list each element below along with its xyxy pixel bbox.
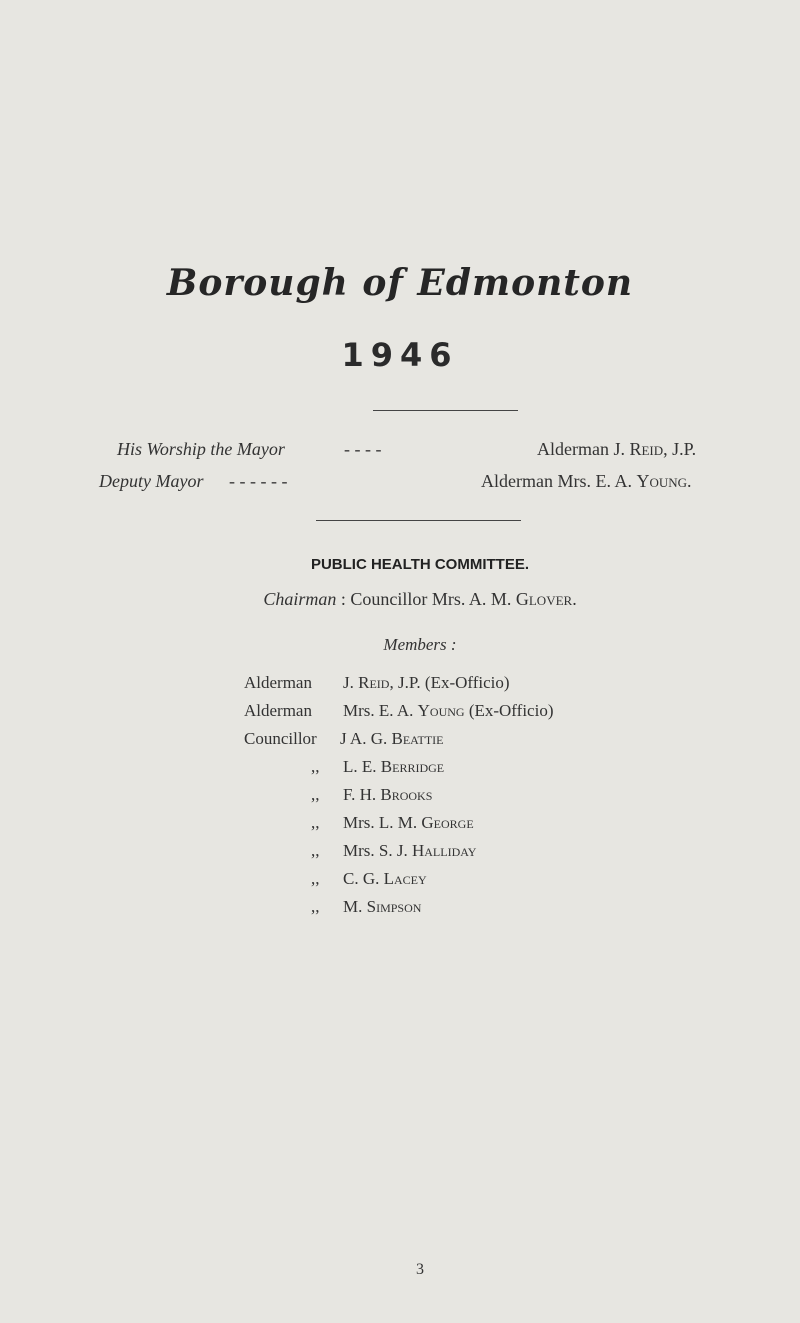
member-name [343, 869, 427, 889]
mayor-holder [537, 439, 696, 460]
member-prefix: L. E. [343, 757, 381, 776]
member-name [343, 701, 553, 721]
member-row [244, 729, 664, 757]
ditto-mark: ,, [311, 785, 320, 804]
deputy-mayor-holder-name: Young [636, 471, 688, 491]
member-prefix: Mrs. S. J. [343, 841, 412, 860]
mayor-holder-name: Reid [629, 439, 664, 459]
ditto-mark: ,, [311, 869, 320, 888]
document-title: Borough of Edmonton [166, 262, 634, 304]
deputy-mayor-dashes: - - - - - - [229, 471, 288, 491]
chair-prefix: Councillor Mrs. A. M. [350, 589, 516, 609]
deputy-mayor-row [99, 471, 759, 495]
ditto-mark: ,, [311, 897, 320, 916]
member-surname: Berridge [380, 757, 445, 776]
member-surname: Young [417, 701, 465, 720]
member-prefix: F. H. [343, 785, 381, 804]
member-row [244, 673, 664, 701]
member-prefix: J A. G. [340, 729, 392, 748]
member-surname: George [421, 813, 474, 832]
member-suffix: , J.P. (Ex-Officio) [389, 673, 510, 692]
deputy-mayor-holder-prefix: Alderman Mrs. E. A. [481, 471, 637, 491]
member-prefix: C. G. [343, 869, 384, 888]
member-surname: Simpson [366, 897, 422, 916]
deputy-mayor-holder-suffix: . [687, 471, 692, 491]
member-prefix: Mrs. E. A. [343, 701, 418, 720]
deputy-mayor-holder [481, 471, 692, 492]
members-list [244, 673, 664, 925]
mayor-holder-prefix: Alderman J. [537, 439, 630, 459]
chair-name: Glover [515, 589, 573, 609]
member-title: Alderman [244, 701, 312, 720]
members-label: Members : [383, 635, 457, 654]
member-row [244, 701, 664, 729]
member-name [343, 785, 432, 805]
member-surname: Lacey [383, 869, 427, 888]
member-row [244, 813, 664, 841]
member-surname: Brooks [380, 785, 433, 804]
divider-middle [316, 520, 521, 521]
member-surname: Halliday [411, 841, 477, 860]
mayor-dashes: - - - - [344, 439, 382, 459]
member-row [244, 897, 664, 925]
member-row [244, 869, 664, 897]
mayor-row [117, 439, 757, 463]
ditto-mark: ,, [311, 841, 320, 860]
member-row [244, 757, 664, 785]
ditto-mark: ,, [311, 813, 320, 832]
member-name [340, 729, 443, 749]
member-title: Councillor [244, 729, 317, 748]
chair-suffix: . [572, 589, 577, 609]
member-name [343, 757, 444, 777]
member-surname: Reid [358, 673, 390, 692]
member-prefix: Mrs. L. M. [343, 813, 422, 832]
deputy-mayor-role: Deputy Mayor [99, 471, 204, 491]
committee-title: PUBLIC HEALTH COMMITTEE. [310, 556, 530, 573]
member-title: Alderman [244, 673, 312, 692]
mayor-holder-suffix: , J.P. [663, 439, 697, 459]
chair-sep: : [336, 589, 351, 609]
member-name [343, 813, 474, 833]
member-name [343, 673, 510, 693]
committee-chair [0, 589, 800, 610]
member-surname: Beattie [391, 729, 444, 748]
member-suffix: (Ex-Officio) [464, 701, 554, 720]
member-prefix: M. [343, 897, 367, 916]
mayor-role: His Worship the Mayor [117, 439, 285, 459]
member-name [343, 841, 476, 861]
page-number: 3 [416, 1261, 424, 1278]
divider-top [373, 410, 518, 411]
document-year: 1946 [341, 336, 459, 374]
member-row [244, 841, 664, 869]
member-name [343, 897, 421, 917]
member-row [244, 785, 664, 813]
member-prefix: J. [343, 673, 359, 692]
chair-label: Chairman [263, 589, 337, 609]
ditto-mark: ,, [311, 757, 320, 776]
